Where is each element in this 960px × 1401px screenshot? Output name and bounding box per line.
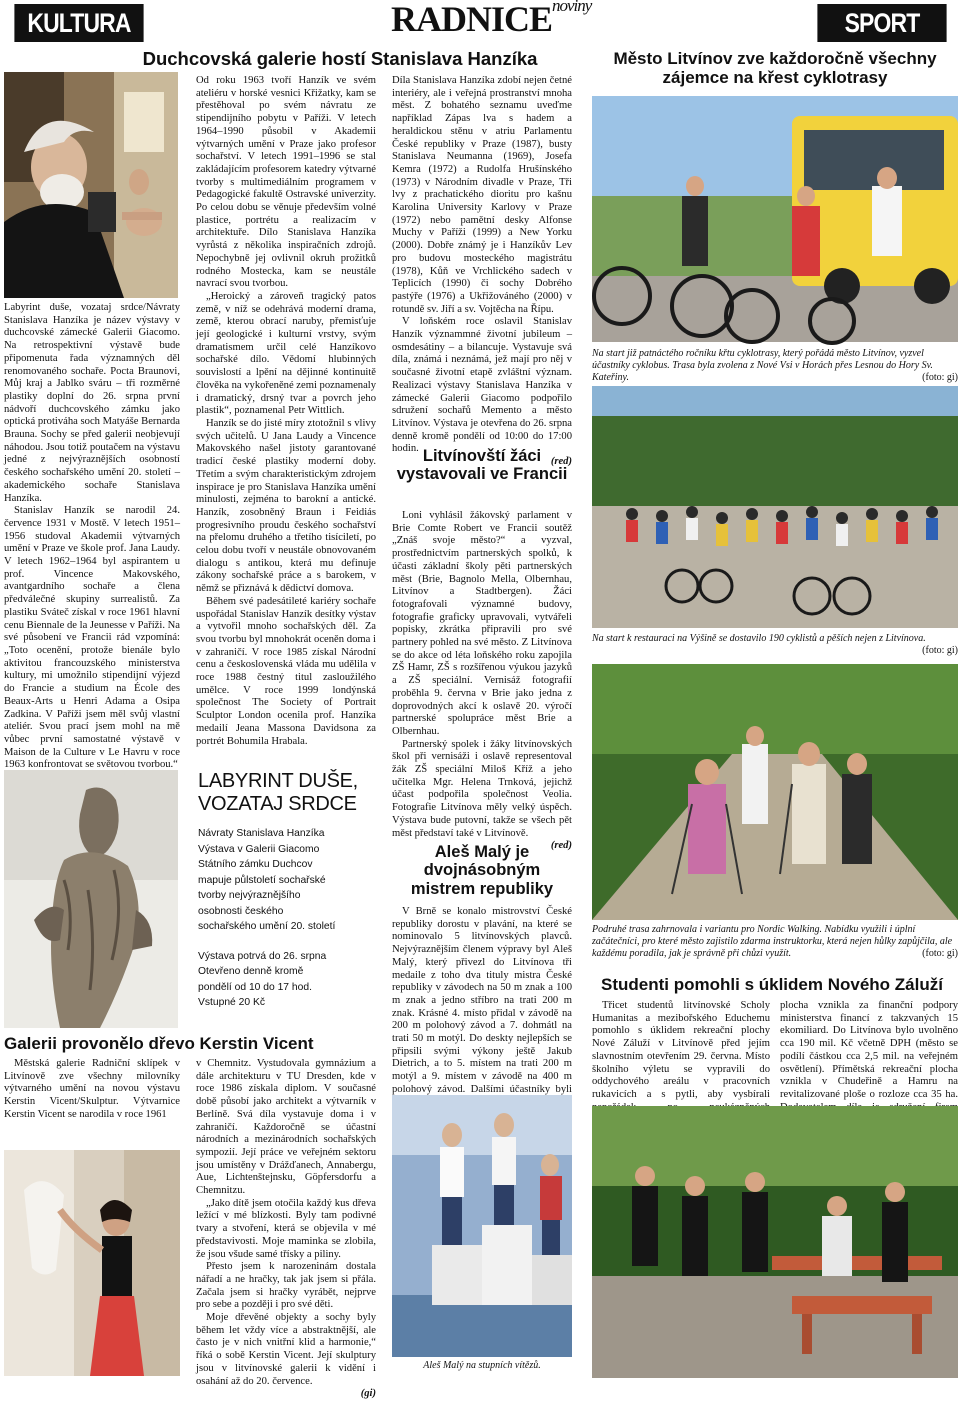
photo-kerstin [4, 1150, 180, 1376]
galerie-col2 [196, 1058, 376, 1401]
sport-caption1-source: (foto: gi) [922, 372, 958, 383]
galerie-headline: Galerii provonělo dřevo Kerstin Vicent [4, 1034, 314, 1053]
sport-caption3 [592, 924, 958, 960]
section-tag-sport: SPORT [817, 4, 946, 42]
photo-cleanup-illustration [592, 1106, 958, 1378]
mistr-headline: Aleš Malý je dvojnásobným mistrem republiky [410, 843, 554, 898]
kultura-col2-p1: Od roku 1963 tvoří Hanzík ve svém ateliéru v horské vesnici Křižatky, kam se přestěhoval po svém návratu ze stipendijního pobytu v Paříži. V letech 1964–1990 působil v Akademii výtvarných umění v Praze jako profesor sochařství. V letech 1991–1996 se stal zakládajícím profesorem katedry výtvarné tvorby s multimediálním programem v Pedagogické fakultě Ostravské univerzity. Po celou dobu se věnuje především volné plastice, portrétu a realizacím v architektuře. Dílo Stanislava Hanzíka vyrůstá z několika inspiračních zdrojů. Nepochybně jej ovlivnil okruh prožitků rodného Mostecka, kam se neustále navrací svou tvorbou. [196, 75, 376, 290]
photo-hanzik-illustration [4, 72, 178, 298]
sport-caption3-source: (foto: gi) [922, 948, 958, 959]
sport-caption1 [592, 348, 958, 384]
photo-nordic-walking-illustration [592, 664, 958, 920]
sport-caption2 [592, 633, 958, 657]
kultura-col3-p1: Díla Stanislava Hanzíka zdobí nejen četné interiéry, ale i veřejná prostranství mnoha měst. Z bohatého seznamu uveďme například Zápas lva s hadem a heraldickou stěnu v atriu Parlamentu České republiky v Praze (1987), busty Stanislava Neumanna (1969), Josefa Kemra (1972) a Rudolfa Hrušínského (1973) v Národním divadle v Praze, Tři lvy z prachatického dioritu pro kašnu Karolina University Karlovy v Praze (1972) nebo pamětní desky Alfonse Muchy v Paříži (1999) a New Yorku (2000). Dobře známý je i Hanzíkův Lev pro budovu mosteckého magistrátu (1978), Kůň ve Vrchlického sadech v Teplicích (1990) či sochy Dobrého pastýře (1976) a Ukřižováného (2000) v rotundě sv. Jiří a sv. Vojtěcha na Řípu. [392, 75, 572, 315]
kultura-col3 [392, 75, 572, 469]
photo-cleanup [592, 1106, 958, 1378]
photo-podium [392, 1095, 572, 1357]
skolaci-headline: Litvínovští žáci vystavovali ve Francii [396, 447, 568, 484]
galerie-col2-p2: „Jako dítě jsem otočila každý kus dřeva ležící v mé blízkosti. Byly tam podivné tvary a stvoření, která se objevila v mé představivosti. Moje maminka se zlobila, že jsou všude samé třísky a piliny. [196, 1197, 376, 1260]
kultura-col3-p2: V loňském roce oslavil Stanislav Hanzík význammné životní jubileum – osmdesátiny – a bilancuje. Vystavuje svá díla, známá i neznámá, jež mají pro něj v současné životní etapě zvláštní význam. Realizaci výstavy Stanislava Hanzíka v zámecké Galerii Giacomo podpořilo sdružení sochařů Memento a město Litvínov. Výstava je otevřena do 26. srpna denně kromě pondělí od 10:00 do 17:00 hodin. [392, 316, 572, 455]
masthead-suffix: noviny [552, 0, 592, 15]
galerie-col2-p3: Přesto jsem k narozeninám dostala nářadí a ne hračky, tak jak jsem si přála. Začala jsem si hračky vyrábět, nejprve pro sebe a později i pro své děti. [196, 1261, 376, 1311]
kultura-headline: Duchcovská galerie hostí Stanislava Hanzíka [142, 48, 538, 69]
sport-caption3-text: Podruhé trasa zahrnovala i variantu pro Nordic Walking. Nabídku využili i úplní začátečníci, pro které město zajistilo zdarma instruktorku, která nejen hůlky zapůjčila, ale každému poradila, jak je správně při chůzi využít. [592, 924, 953, 959]
photo-sculpture [4, 770, 178, 1028]
photo-cyclobus [592, 96, 958, 342]
kultura-signature: (red) [550, 456, 572, 468]
kultura-col1 [4, 302, 180, 772]
skolaci-p1: Loni vyhlásil žákovský parlament v Brie Comte Robert ve Francii soutěž „Znáš svoje město?“ a vyzval, prostřednictvím partnerských spolků, k účasti základní školy pěti partnerských měst (Brie, Bagnolo Mella, Olbernhau, Litvínov a Stadtbergen). Žáci fotografovali významné budovy, fotografie graficky upravovali, vytvářeli popisky, zkrátka připravili pro své partnery pohled na své město. Z Litvínova se do akce od léta loňského roku zapojila ZŠ Hamr, ZŠ s rozšířenou výukou jazyků a ZŠ speciální. Vernisáž fotografií proběhla 9. června v Brie jako jedna z doprovodných akcí k oslavě 20. výročí partnerské spolupráce měst Brie a Olbernhau. [392, 510, 572, 737]
galerie-col1-p: Městská galerie Radniční sklípek v Litvínově zve všechny milovníky výtvarného umění na novou výstavu Kerstin Vicent/Skulptur. Výtvarnice Kerstin Vicent se narodila v roce 1961 [4, 1058, 180, 1120]
galerie-col2-p1: v Chemnitz. Vystudovala gymnázium a dále architekturu v TU Dresden, kde v roce 1986 získala diplom. V současné době působí jako architekt a výtvarník v Berlíně. Svá díla vystavuje doma i v zahraničí. Každoročně se účastní národních a mezinárodních sochařských sympozií. Její práce ve veřejném sektoru jsou umístěny v Drážďanech, Annabergu, Aue, Lichtenštejnsku, Göpfersdorfu a Chemnitzu. [196, 1058, 376, 1197]
photo-nordic-walking [592, 664, 958, 920]
section-tag-kultura: KULTURA [14, 4, 143, 42]
photo-podium-illustration [392, 1095, 572, 1357]
photo-crowd [592, 386, 958, 628]
photo-cyclobus-illustration [592, 96, 958, 342]
kultura-col2 [196, 75, 376, 748]
podium-caption: Aleš Malý na stupních vítězů. [423, 1360, 541, 1371]
galerie-col2-p4: Moje dřevěné objekty a sochy byly během let vždy více a abstraktnější, ale často je v nich vnitřní klid a harmonie,“ říká o sobě Kerstin Vicent. Její skulptury jsou v litvínovské galerii k vidění i osahání až do 20. července. [196, 1312, 376, 1387]
sport-caption1-text: Na start již patnáctého ročníku křtu cyklotrasy, který pořádá město Litvínov, vyzvel účastníky cyklobus. Trasa byla zvolena z Nové Vsi v Horách přes Lesnou do Hory Sv. Kateřiny. [592, 348, 933, 383]
photo-kerstin-illustration [4, 1150, 180, 1376]
sport-caption2-source: (foto: gi) [922, 645, 958, 656]
uklid-headline: Studenti pomohli s úklidem Nového Záluží [601, 975, 943, 994]
photo-sculpture-illustration [4, 770, 178, 1028]
exhibition-box-body2: Výstava potrvá do 26. srpna Otevřeno denně kromě pondělí od 10 do 17 hod. Vstupné 20 Kč [198, 950, 327, 1008]
galerie-signature: (gi) [360, 1388, 376, 1400]
galerie-col1 [4, 1058, 180, 1122]
masthead-title: RADNICE [391, 0, 553, 39]
masthead [391, 0, 591, 40]
exhibition-box-body1: Návraty Stanislava Hanzíka Výstava v Galerii Giacomo Státního zámku Duchcov mapuje půlstoletí sochařské tvorby nejvýraznějšího osobnosti českého sochařského umění 20. století [198, 828, 336, 932]
kultura-col2-p4: Během své padesátileté kariéry sochaře uspořádal Stanislav Hanzík desítky výstav a vytvořil mnoho sochařských děl. Za svou tvorbu byl mnohokrát oceněn doma i v zahraničí. V roce 1985 získal Národní cenu a československá vláda mu udělila v roce 1988 čestný titul zasloužilého umělce. V roce 1999 londýnská společnost The Society of Portrait Sculptor London ocenila prof. Hanzíka medailí Jeana Massona Davidsona za portrét Bohumila Hrabala. [196, 595, 376, 747]
kultura-col1-p2: Stanislav Hanzík se narodil 24. července 1931 v Mostě. V letech 1951–1956 studoval Akademii výtvarných umění v Praze ve škole prof. Jana Laudy. V letech 1962–1964 byl aspirantem u prof. Vincence Makovského, avantgardního sochaře a člena předválečné skupiny surrealistů. Za plastiku Sváteč získal v roce 1961 hlavní cenu Biennale de la Jeunesse v Paříži. Na své působení ve Francii rád vzpomíná: „Toto ocenění, protože bienále bylo aktivitou francouzského ministerstva kultury, mi umožnilo stipendijní výjezd do Francie a studium na École des Beaux-Arts u Henri Adama a Osipa Zadkina. V Paříži jsem měl svůj vlastní ateliér. Svou prací jsem mohl na mě vůbec první samostatné výstavě v Maison de la Culture v Le Havru v roce 1963 konfrontovat se světovou tvorbou.“ [4, 505, 180, 771]
exhibition-box-title: LABYRINT DUŠE, VOZATAJ SRDCE [198, 770, 358, 815]
kultura-col2-p3: Hanzík se do jisté míry ztotožnil s vlivy svých učitelů. U Jana Laudy a Vincence Makovského našel jistoty garantované tradicí české plastiky moderní doby. Třetím a svým charakteristickým zdrojem inspirace je pro Stanislava Hanzíka umění minulosti, zejména to barokní a antické. Hanzík, zosobněný Braun i Feidiás progresivního proudu českého sochařství na přelomu druhého a třetího tisíciletí, po celou dobu tvoří v neustále obnovovaném dialogu s antikou, která mu definuje zákony sochařské práce a s barokem, v němž se přiznává k dědictví domova. [196, 417, 376, 595]
mistr-p1: V Brně se konalo mistrovství České republiky dorostu v plavání, na které se nominovalo 5 litvínovských plavců. Nejvýraznějším členem výpravy byl Aleš Malý, který přivezl do Litvínova tři medaile z toho dva tituly mistra České republiky v závodech na 50 m znak a 100 m znak a jedno stříbro na trati 200 m znak. Krásné 4. místo přidal v závodě na 200 m polohový závod a 7. dohmátl na trati 50 m motýl. Do deskty nejlepších se připsili svými výkony ještě Jakub Dietrich, a to 5. místem na trati 200 m motýl a 9. místem v závodě na 400 m polohový závod. Dalšími účastníky byli [392, 906, 572, 1095]
skolaci-body [392, 510, 572, 853]
uklid-col1-p: Třicet studentů litvínovské Scholy Humanitas a mezibořského Educhemu pomohlo s úklidem rekreační plochy Nové Záluží v Litvínově před jejím slavnostním otevřením 29. června. Místo školního výletu se vypravili do oddychového areálu v pracovních rukavicích a s pytli, aby vysbírali [592, 1000, 770, 1100]
kultura-col1-p1: Labyrint duše, vozataj srdce/Návraty Stanislava Hanzíka je název výstavy v duchcovské zámecké Galerii Giacomo. Na retrospektivní výstavě bude připomenuta řada významných děl renomovaného sochaře. Pocta Braunovi, Můj kraj a Jablko sváru – tři rozměrné plastiky doplní do 26. srpna první nádvoří duchcovského zámku jako optická protiváha soch Matyáše Bernarda Brauna. Sochy se před galerii neobjevují náhodou. Jsou totiž poutačem na výstavu jedné z nejvýraznějších osobností českého sochařského umění 20. století – akademického sochaře Stanislava Hanzíka. [4, 302, 180, 504]
skolaci-signature: (red) [550, 840, 572, 852]
exhibition-box [198, 770, 378, 1026]
sport-headline: Město Litvínov zve každoročně všechny zájemce na křest cyklotrasy [613, 49, 937, 88]
photo-crowd-illustration [592, 386, 958, 628]
sport-caption2-text: Na start k restauraci na Výšině se dostavilo 190 cyklistů a pěších nejen z Litvínova. [592, 633, 926, 644]
skolaci-p2: Partnerský spolek i žáky litvínovských škol při vernisáži i oslavě representoval žák ZŠ speciální Miloš Kříž a jeho učitelka Mgr. Helena Trnková, jejichž účast podpořila společnost Veolia. Fotografie Litvínova měly velký úspěch. Výstava bude putovní, takže se všech pět měst představí také v Litvínově. [392, 738, 572, 839]
kultura-col2-p2: „Heroický a zároveň tragický patos země, v níž se odehrává moderní drama, země, kterou obrací naruby, přemisťuje její geologické i kulturní vrstvy, svým dramatismem určil celé Hanzíkovo sochařské dílo. Vědomí hlubinných souvislostí a lpění na dějinné kontinuitě člověka na vykořeněné zemi poznamenaly i dramatický, drsný tvar a povrch jeho plastik“, poznamenal Petr Wittlich. [196, 290, 377, 417]
uklid-col2-p: plocha vznikla za finanční podpory ministerstva financí z takzvaných 15 ekomiliard. Do Litvínova bylo uvolněno cca 190 mil. Kč včetně DPH (město se podílí částkou cca 2,5 mil. na veřejném osvětlení). Přímětská rekreační plocha vznikla v Chudeřině a Hamru na revitalizované ploše o rozloze cca 35 ha. [780, 1000, 958, 1100]
photo-hanzik [4, 72, 178, 298]
